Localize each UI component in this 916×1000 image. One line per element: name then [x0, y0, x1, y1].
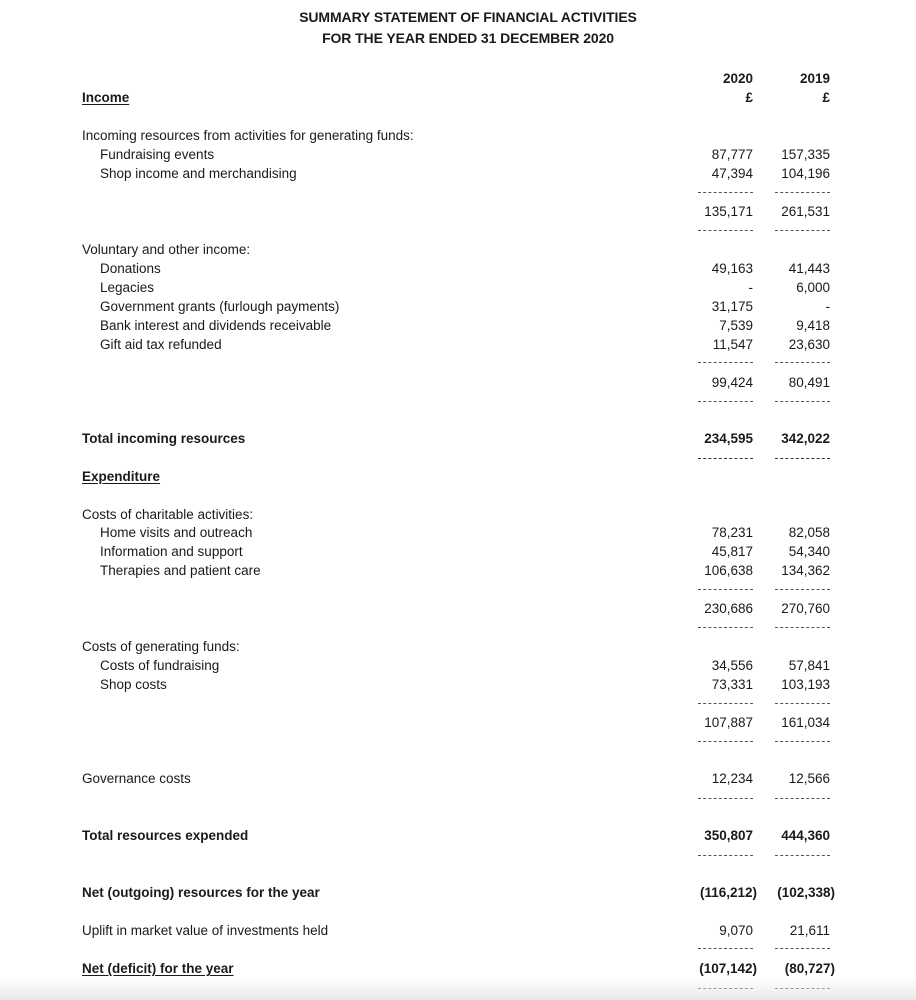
line-item-value-2019: 57,841 [788, 658, 830, 673]
line-item-value-2020: 45,817 [711, 544, 753, 559]
line-item-label: Therapies and patient care [100, 563, 261, 578]
divider [775, 230, 830, 231]
line-item-value-2019: 6,000 [796, 280, 830, 295]
net-deficit-2020: (107,142) [699, 961, 757, 976]
line-item-value-2020: 47,394 [711, 166, 753, 181]
column-header-2020: 2020 [722, 71, 753, 86]
governance-costs-2019: 12,566 [788, 771, 830, 786]
subtotal-2020: 230,686 [704, 601, 753, 616]
governance-costs-label: Governance costs [82, 771, 191, 786]
line-item-value-2020: 78,231 [711, 525, 753, 540]
total-expended-2020: 350,807 [704, 828, 753, 843]
line-item-value-2020: 31,175 [711, 299, 753, 314]
divider [698, 948, 753, 949]
divider [698, 798, 753, 799]
line-item-value-2019: 103,193 [781, 677, 830, 692]
line-item-label: Shop income and merchandising [100, 166, 297, 181]
net-outgoing-2020: (116,212) [699, 885, 757, 900]
expenditure-heading: Expenditure [82, 469, 161, 484]
document-title-line1: SUMMARY STATEMENT OF FINANCIAL ACTIVITIES [299, 9, 637, 25]
line-item-value-2020: 73,331 [711, 677, 753, 692]
subtotal-2019: 80,491 [788, 375, 830, 390]
divider [698, 230, 753, 231]
line-item-label: Bank interest and dividends receivable [100, 318, 332, 333]
divider [775, 948, 830, 949]
line-item-value-2020: 49,163 [711, 261, 753, 276]
income-heading: Income [82, 90, 130, 105]
uplift-2019: 21,611 [789, 923, 830, 938]
uplift-2020: 9,070 [719, 923, 753, 938]
subtotal-2019: 161,034 [781, 715, 830, 730]
line-item-label: Donations [100, 261, 161, 276]
charitable-activities-label: Costs of charitable activities: [82, 507, 254, 522]
currency-2019: £ [822, 90, 830, 105]
voluntary-income-label: Voluntary and other income: [82, 242, 251, 257]
divider [775, 855, 830, 856]
divider [775, 362, 830, 363]
divider [775, 627, 830, 628]
divider [698, 741, 753, 742]
divider [698, 401, 753, 402]
line-item-value-2020: 87,777 [711, 147, 753, 162]
total-expended-2019: 444,360 [781, 828, 830, 843]
governance-costs-2020: 12,234 [711, 771, 753, 786]
page-bottom-edge [0, 978, 916, 1000]
line-item-label: Fundraising events [100, 147, 215, 162]
divider [775, 741, 830, 742]
subtotal-2019: 270,760 [781, 601, 830, 616]
line-item-value-2019: - [825, 299, 830, 314]
total-incoming-2019: 342,022 [781, 431, 830, 446]
line-item-value-2019: 104,196 [781, 166, 830, 181]
generating-funds-label: Incoming resources from activities for generating funds: [82, 128, 414, 143]
line-item-value-2019: 23,630 [788, 337, 830, 352]
divider [698, 627, 753, 628]
column-header-2019: 2019 [799, 71, 830, 86]
subtotal-2019: 261,531 [781, 204, 830, 219]
line-item-value-2019: 134,362 [781, 563, 830, 578]
uplift-label: Uplift in market value of investments held [82, 923, 329, 938]
divider [775, 703, 830, 704]
line-item-label: Shop costs [100, 677, 167, 692]
line-item-value-2020: 106,638 [704, 563, 753, 578]
line-item-value-2019: 54,340 [788, 544, 830, 559]
line-item-value-2020: 11,547 [712, 337, 753, 352]
divider [775, 401, 830, 402]
subtotal-2020: 107,887 [704, 715, 753, 730]
line-item-label: Home visits and outreach [100, 525, 253, 540]
subtotal-2020: 135,171 [704, 204, 753, 219]
divider [698, 362, 753, 363]
line-item-value-2019: 157,335 [781, 147, 830, 162]
line-item-label: Information and support [100, 544, 243, 559]
line-item-label: Government grants (furlough payments) [100, 299, 340, 314]
net-outgoing-label: Net (outgoing) resources for the year [82, 885, 320, 900]
divider [775, 798, 830, 799]
line-item-value-2019: 9,418 [796, 318, 830, 333]
divider [775, 458, 830, 459]
line-item-label: Gift aid tax refunded [100, 337, 222, 352]
line-item-value-2020: - [748, 280, 753, 295]
line-item-label: Costs of fundraising [100, 658, 220, 673]
net-deficit-label: Net (deficit) for the year [82, 961, 234, 976]
divider [775, 192, 830, 193]
document-title-line2: FOR THE YEAR ENDED 31 DECEMBER 2020 [322, 30, 614, 46]
divider [698, 458, 753, 459]
line-item-label: Legacies [100, 280, 155, 295]
line-item-value-2020: 34,556 [711, 658, 753, 673]
total-incoming-2020: 234,595 [704, 431, 753, 446]
net-deficit-2019: (80,727) [784, 961, 835, 976]
line-item-value-2019: 41,443 [788, 261, 830, 276]
divider [698, 589, 753, 590]
total-expended-label: Total resources expended [82, 828, 249, 843]
net-outgoing-2019: (102,338) [777, 885, 835, 900]
divider [698, 192, 753, 193]
line-item-value-2019: 82,058 [788, 525, 830, 540]
total-incoming-label: Total incoming resources [82, 431, 246, 446]
divider [698, 703, 753, 704]
generating-costs-label: Costs of generating funds: [82, 639, 240, 654]
subtotal-2020: 99,424 [711, 375, 753, 390]
line-item-value-2020: 7,539 [719, 318, 753, 333]
currency-2020: £ [745, 90, 753, 105]
divider [775, 589, 830, 590]
divider [698, 855, 753, 856]
